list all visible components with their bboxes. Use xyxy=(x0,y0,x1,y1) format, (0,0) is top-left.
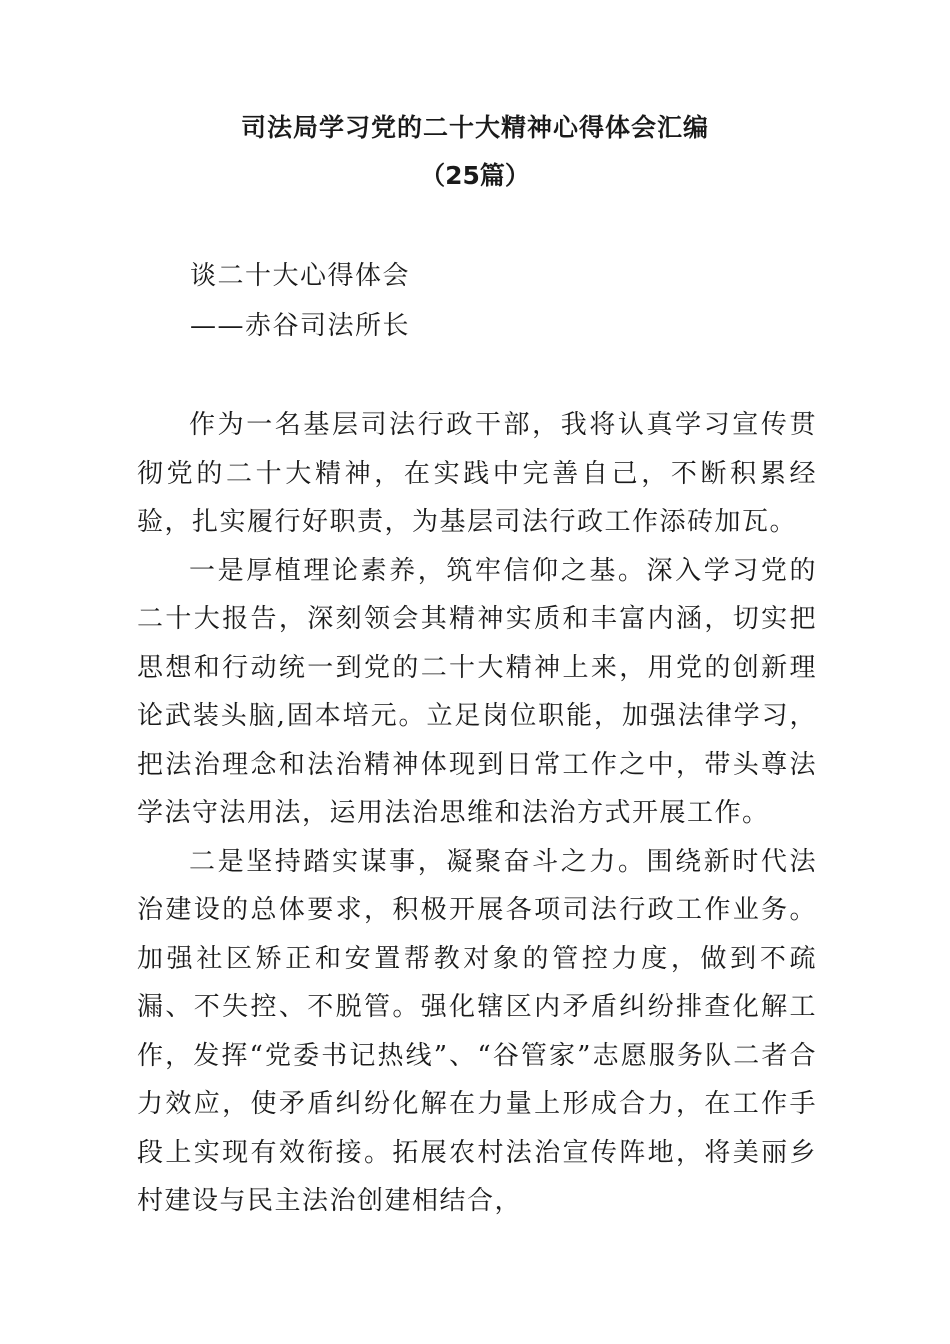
paragraph-point-two: 二是坚持踏实谋事，凝聚奋斗之力。围绕新时代法治建设的总体要求，积极开展各项司法行政工作业务。加强社区矫正和安置帮教对象的管控力度，做到不疏漏、不失控、不脱管。强化辖区内矛盾纠纷排查化解工作，发挥“党委书记热线”、“谷管家”志愿服务队二者合力效应，使矛盾纠纷化解在力量上形成合力，在工作手段上实现有效衔接。拓展农村法治宣传阵地，将美丽乡村建设与民主法治创建相结合， xyxy=(137,846,817,1216)
article-body xyxy=(137,401,817,1226)
paragraph-point-one: 一是厚植理论素养，筑牢信仰之基。深入学习党的二十大报告，深刻领会其精神实质和丰富内涵，切实把思想和行动统一到党的二十大精神上来，用党的创新理论武装头脑,固本培元。立足岗位职能，加强法律学习，把法治理念和法治精神体现到日常工作之中，带头尊法学法守法用法，运用法治思维和法治方式开展工作。 xyxy=(137,555,817,828)
paragraph-intro: 作为一名基层司法行政干部，我将认真学习宣传贯彻党的二十大精神，在实践中完善自己，不断积累经验，扎实履行好职责，为基层司法行政工作添砖加瓦。 xyxy=(137,410,817,537)
document-subtitle: （25篇） xyxy=(420,161,530,190)
document-title: 司法局学习党的二十大精神心得体会汇编 xyxy=(240,113,709,142)
article-heading: 谈二十大心得体会 xyxy=(190,261,411,291)
article-author: ——赤谷司法所长 xyxy=(190,311,411,341)
